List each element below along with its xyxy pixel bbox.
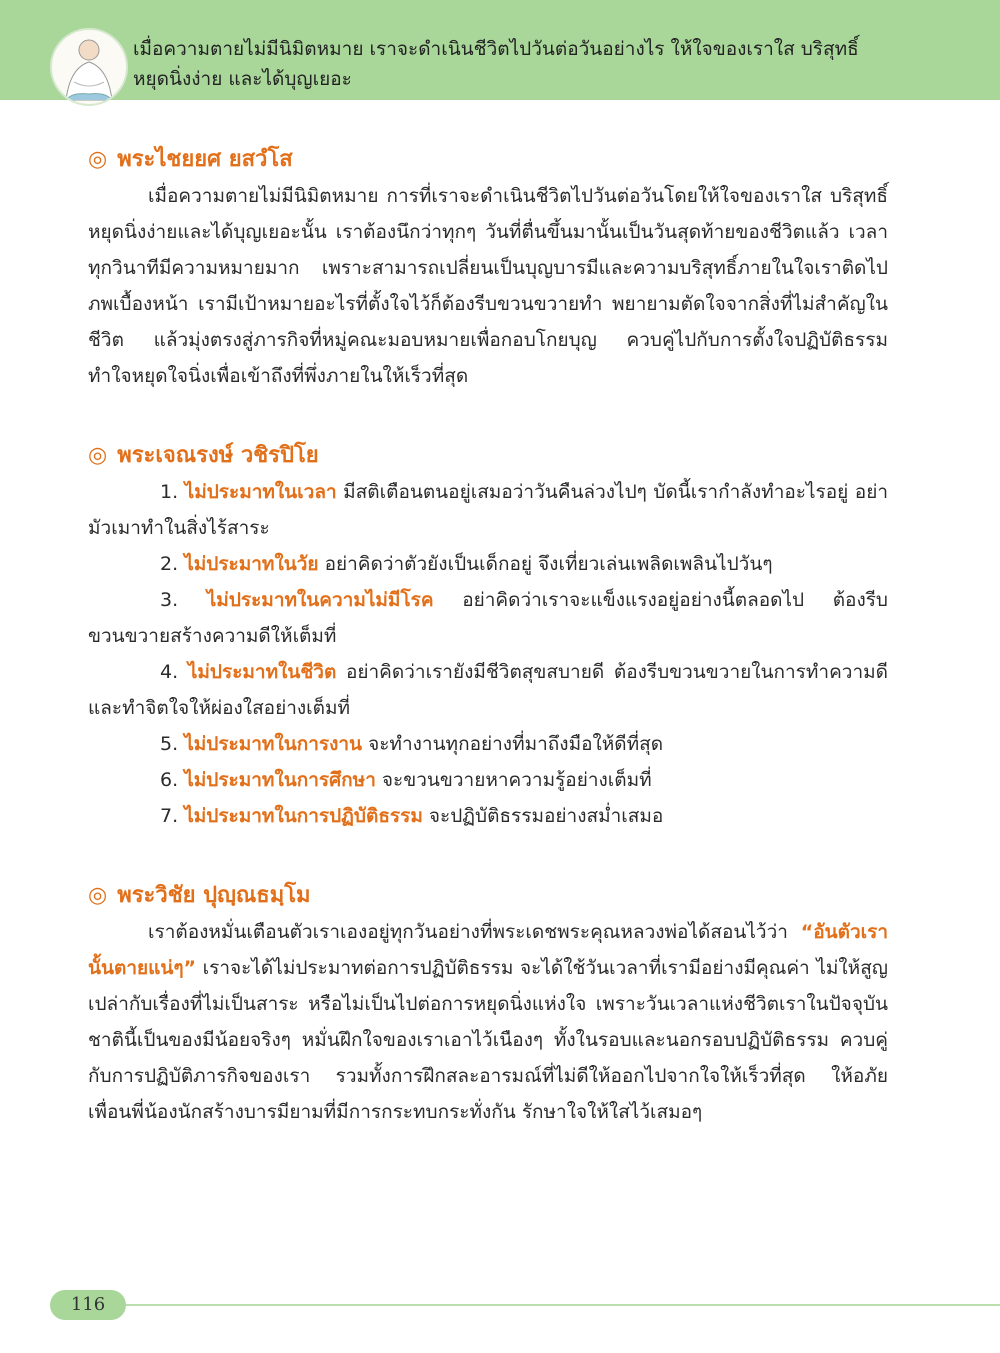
body-post: เราจะได้ไม่ประมาทต่อการปฏิบัติธรรม จะได้ใช้วันเวลาที่เรามีอย่างมีคุณค่า ไม่ให้สูญเปล่ากับเรื่องที่ไม่เป็นสาระ หรือไม่เป็นไปต่อการหยุดนิ่งแห่งใจ เพราะวันเวลาแห่งชีวิตเราในปัจจุบันชาตินี้เป็นของมีน้อยจริงๆ หมั่นฝึกใจของเราเอาไว้เนืองๆ ทั้งในรอบและนอกรอบปฏิบัติธรรม ควบคู่กับการปฏิบัติภารกิจของเรา รวมทั้งการฝึกสละอารมณ์ที่ไม่ดีให้ออกไปจากใจให้เร็วที่สุด ให้อภัยเพื่อนพี่น้องนักสร้างบารมียามที่มีการกระทบกระทั่งกัน รักษาใจให้ใสไว้เสมอๆ	[88, 957, 888, 1123]
section-jenarong	[88, 438, 888, 834]
footer-divider	[122, 1304, 1000, 1306]
item-key: ไม่ประมาทในการงาน	[184, 733, 363, 755]
header-title	[133, 34, 973, 94]
quote-text: “อันตัวเรานั้นตายแน่ๆ”	[88, 921, 888, 979]
list-item	[88, 582, 888, 654]
item-number: 6.	[160, 769, 179, 791]
item-number: 4.	[160, 661, 179, 683]
item-text: อย่าคิดว่าตัวยังเป็นเด็กอยู่ จึงเที่ยวเล่นเพลิดเพลินไปวันๆ	[318, 553, 773, 575]
section-title-text: พระวิชัย ปุญฺณธมฺโม	[117, 883, 311, 908]
section-title-text: พระเจณรงษ์ วชิรปิโย	[117, 443, 319, 468]
list-item	[88, 546, 888, 582]
header-line-2: หยุดนิ่งง่าย และได้บุญเยอะ	[133, 68, 352, 90]
page-number: 116	[50, 1290, 126, 1320]
section-title	[88, 438, 888, 474]
list-item	[88, 798, 888, 834]
item-text: อย่าคิดว่าเราจะแข็งแรงอยู่อย่างนี้ตลอดไป ต้องรีบขวนขวายสร้างความดีให้เต็มที่	[88, 589, 888, 647]
list-item	[88, 762, 888, 798]
item-number: 3.	[160, 589, 179, 611]
section-title	[88, 878, 888, 914]
item-key: ไม่ประมาทในการศึกษา	[184, 769, 376, 791]
item-key: ไม่ประมาทในเวลา	[184, 481, 337, 503]
list-item	[88, 654, 888, 726]
item-number: 2.	[160, 553, 179, 575]
item-key: ไม่ประมาทในวัย	[184, 553, 319, 575]
item-text: อย่าคิดว่าเรายังมีชีวิตสุขสบายดี ต้องรีบขวนขวายในการทำความดีและทำจิตใจให้ผ่องใสอย่างเต็มที่	[88, 661, 888, 719]
list-item	[88, 474, 888, 546]
header-band	[0, 0, 1000, 100]
item-text: มีสติเตือนตนอยู่เสมอว่าวันคืนล่วงไปๆ บัดนี้เรากำลังทำอะไรอยู่ อย่ามัวเมาทำในสิ่งไร้สาระ	[88, 481, 888, 539]
item-number: 1.	[160, 481, 179, 503]
section-title-text: พระไชยยศ ยสวํโส	[117, 147, 293, 172]
list-item	[88, 726, 888, 762]
item-number: 7.	[160, 805, 179, 827]
item-number: 5.	[160, 733, 179, 755]
bullet-icon: ◎	[88, 147, 108, 172]
item-key: ไม่ประมาทในการปฏิบัติธรรม	[184, 805, 423, 827]
item-text: จะขวนขวายหาความรู้อย่างเต็มที่	[375, 769, 652, 791]
section-body: เมื่อความตายไม่มีนิมิตหมาย การที่เราจะดำเนินชีวิตไปวันต่อวันโดยให้ใจของเราใส บริสุทธิ์ หยุดนิ่งง่ายและได้บุญเยอะนั้น เราต้องนึกว่าทุกๆ วันที่ตื่นขึ้นมานั้นเป็นวันสุดท้ายของชีวิตแล้ว เวลาทุกวินาทีมีความหมายมาก เพราะสามารถเปลี่ยนเป็นบุญบารมีและความบริสุทธิ์ภายในใจเราติดไปภพเบื้องหน้า เรามีเป้าหมายอะไรที่ตั้งใจไว้ก็ต้องรีบขวนขวายทำ พยายามตัดใจจากสิ่งที่ไม่สำคัญในชีวิต แล้วมุ่งตรงสู่ภารกิจที่หมู่คณะมอบหมายเพื่อกอบโกยบุญ ควบคู่ไปกับการตั้งใจปฏิบัติธรรม ทำใจหยุดใจนิ่งเพื่อเข้าถึงที่พึ่งภายในให้เร็วที่สุด	[88, 185, 888, 387]
bullet-icon: ◎	[88, 443, 108, 468]
section-title	[88, 142, 888, 178]
item-key: ไม่ประมาทในชีวิต	[187, 661, 337, 683]
section-wichai	[88, 878, 888, 1130]
section-chaiyot	[88, 142, 888, 394]
item-key: ไม่ประมาทในความไม่มีโรค	[206, 589, 434, 611]
bullet-icon: ◎	[88, 883, 108, 908]
item-text: จะปฏิบัติธรรมอย่างสม่ำเสมอ	[422, 805, 664, 827]
body-pre: เราต้องหมั่นเตือนตัวเราเองอยู่ทุกวันอย่างที่พระเดชพระคุณหลวงพ่อได้สอนไว้ว่า	[148, 921, 801, 943]
header-line-1: เมื่อความตายไม่มีนิมิตหมาย เราจะดำเนินชีวิตไปวันต่อวันอย่างไร ให้ใจของเราใส บริสุทธิ์	[133, 38, 859, 60]
item-text: จะทำงานทุกอย่างที่มาถึงมือให้ดีที่สุด	[362, 733, 664, 755]
monk-avatar-icon	[50, 28, 128, 106]
section-body	[88, 914, 888, 1130]
